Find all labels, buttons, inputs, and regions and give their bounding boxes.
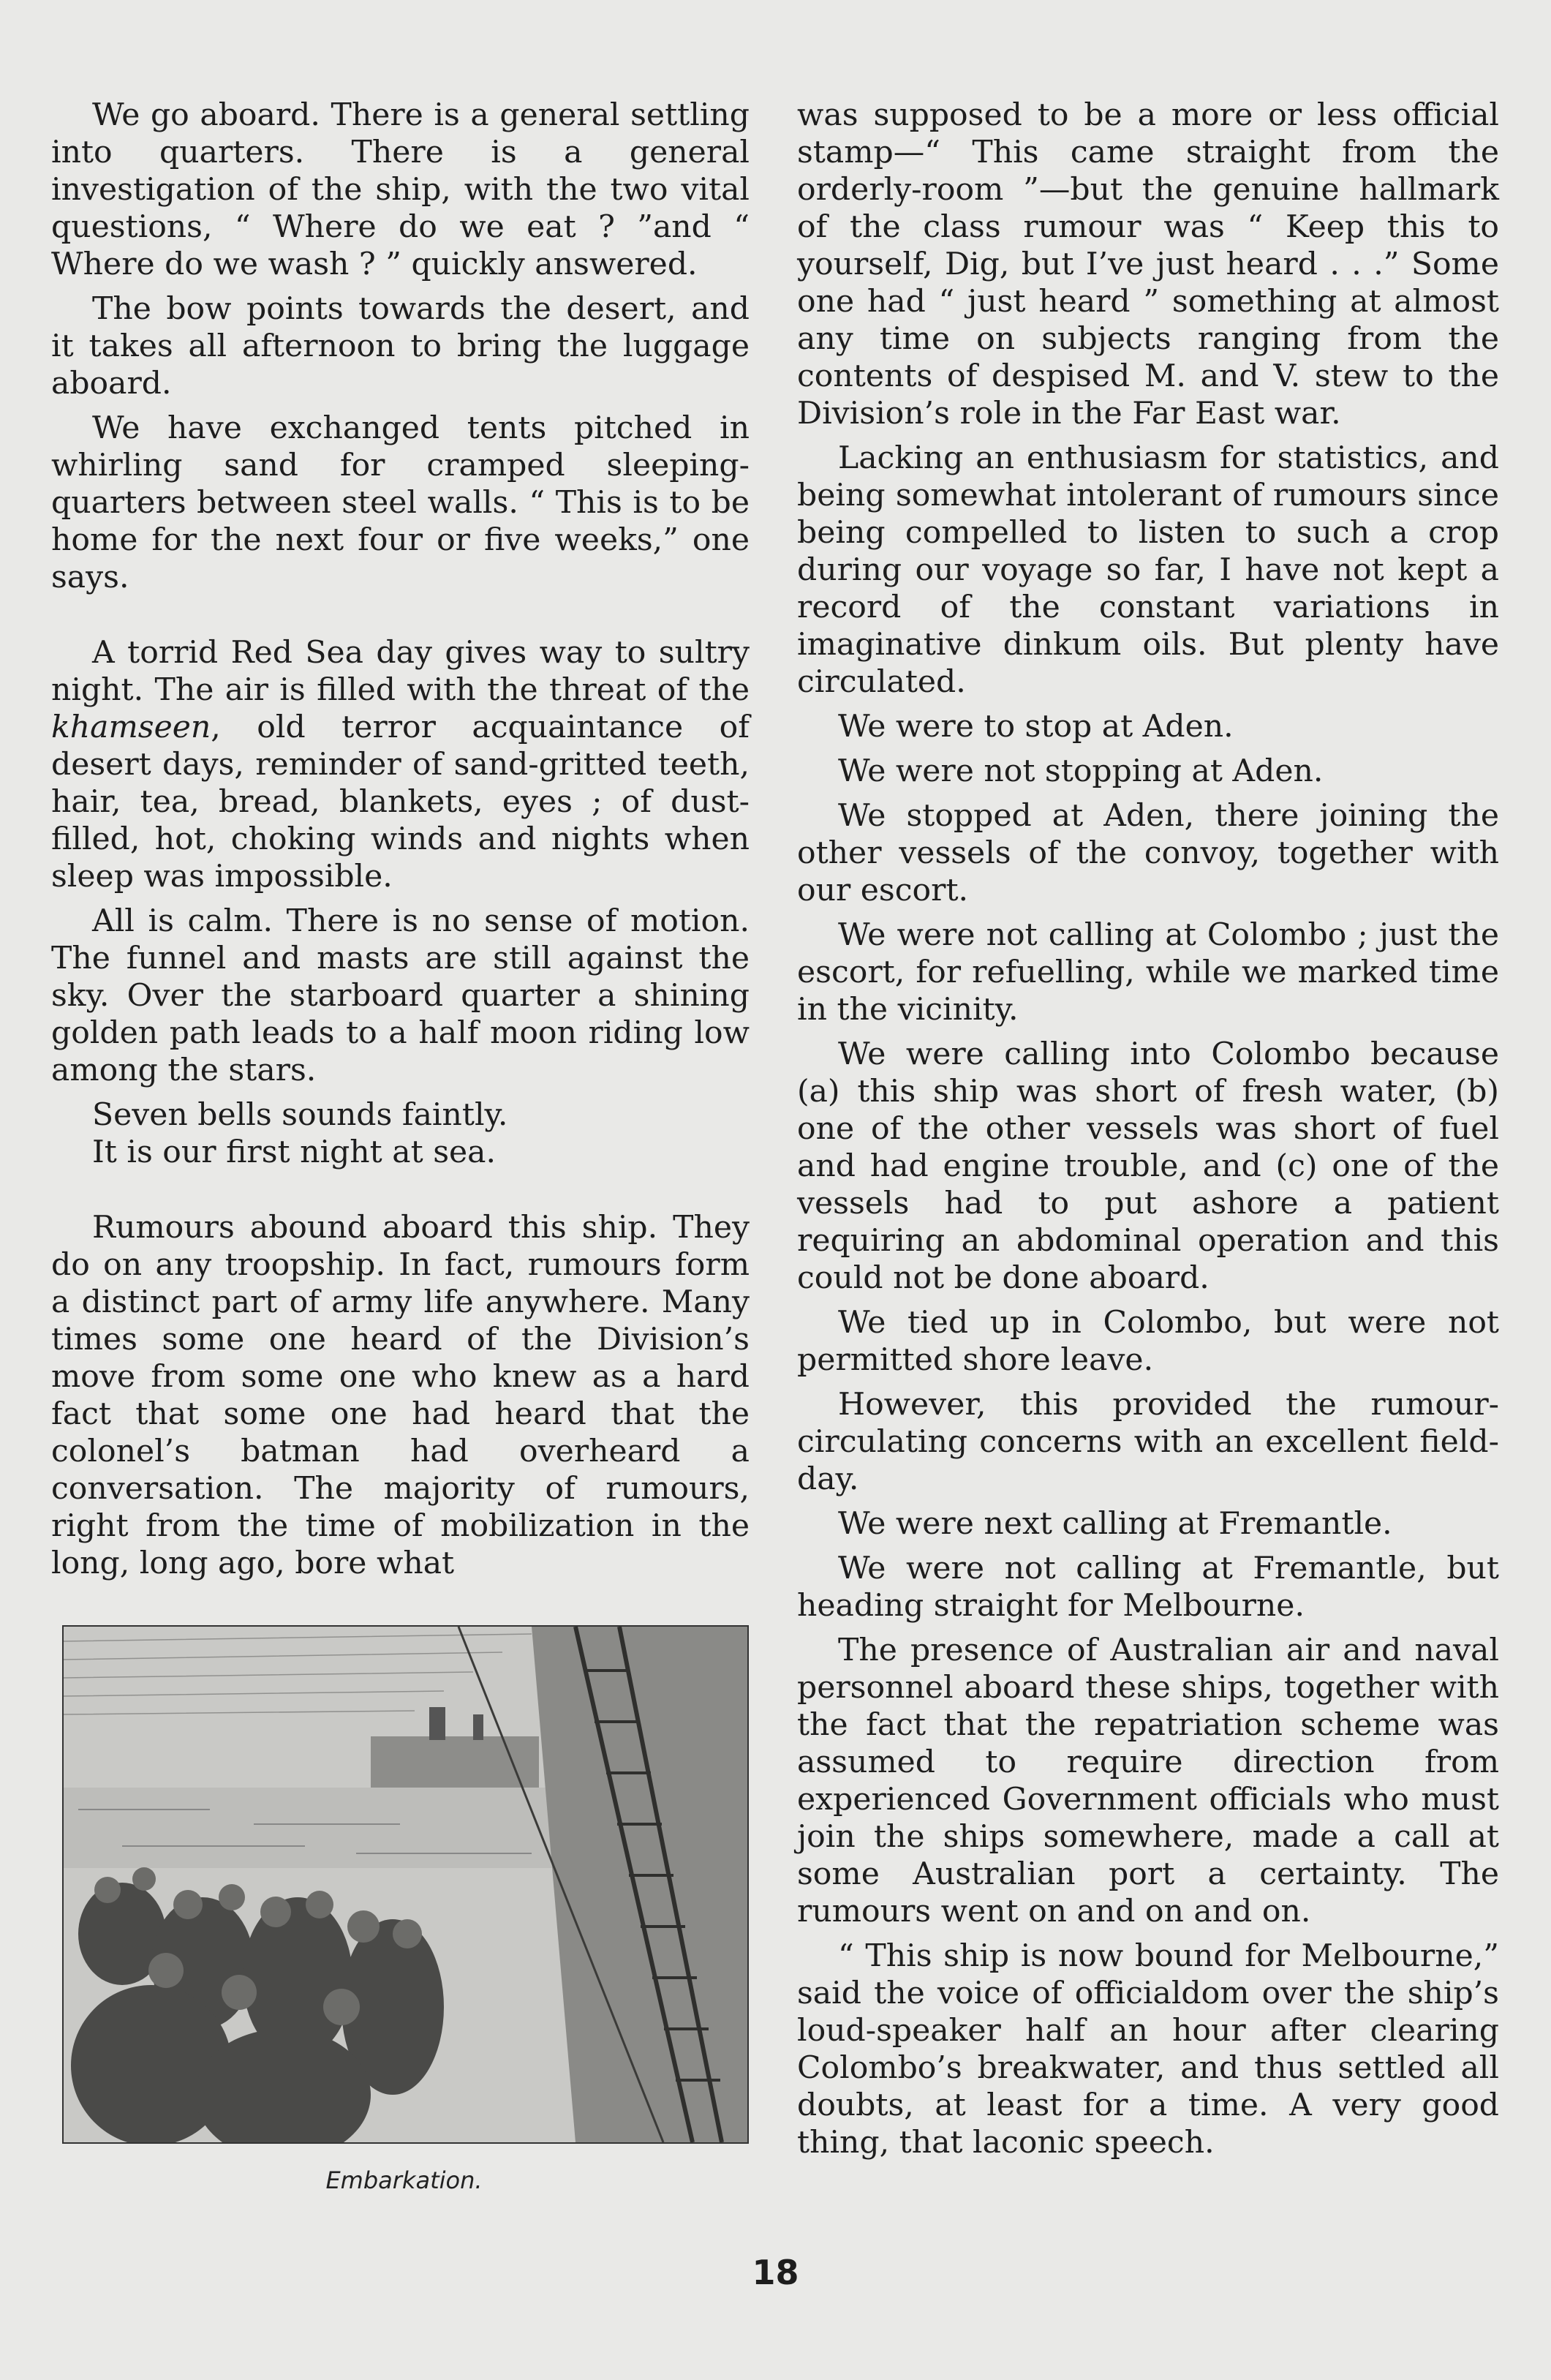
left-column bbox=[51, 97, 750, 1589]
paragraph: We were to stop at Aden. bbox=[838, 709, 1234, 745]
paragraph: We were not stopping at Aden. bbox=[838, 753, 1324, 789]
paragraph: We go aboard. There is a general settling into quarters. There is a general investigation of the ship, with the two vital questions, “ Where do we eat ? ”and “ Where do we wash ? ” quickly answered. bbox=[51, 97, 750, 282]
paragraph: The presence of Australian air and naval personnel aboard these ships, together with the fact that the repatriation scheme was assumed to require direction from experienced Government officials who must join the ships somewhere, made a call at some Australian port a certainty. The rumours went on and on and on. bbox=[797, 1633, 1499, 1929]
embarkation-drawing bbox=[64, 1627, 747, 2142]
paragraph-text: , old terror acquaintance of desert days, reminder of sand-gritted teeth, hair, tea, bread, blankets, eyes ; of dust-filled, hot, choking winds and nights when sleep was impossible. bbox=[51, 709, 750, 895]
paragraph: Rumours abound aboard this ship. They do on any troopship. In fact, rumours form a distinct part of army life anywhere. Many times some one heard of the Division’s move from some one who knew as a hard fact that some one had heard that the colonel’s batman had overheard a conversation. The majority of rumours, right from the time of mobilization in the long, long ago, bore what bbox=[51, 1210, 750, 1581]
paragraph-khamseen bbox=[51, 634, 750, 895]
paragraph: We were calling into Colombo because (a) this ship was short of fresh water, (b) one of the other vessels was short of fuel and had engine trouble, and (c) one of the vessels had to put ashore a patient requiring an abdominal operation and this could not be done aboard. bbox=[797, 1036, 1499, 1296]
paragraph: We were not calling at Colombo ; just the escort, for refuelling, while we marked time in the vicinity. bbox=[797, 917, 1499, 1028]
paragraph: was supposed to be a more or less official stamp—“ This came straight from the orderly-room ”—but the genuine hallmark of the class rumour was “ Keep this to yourself, Dig, but I’ve just heard . . .” Some one had “ just heard ” something at almost any time on subjects ranging from the contents of despised M. and V. stew to the Division’s role in the Far East war. bbox=[797, 97, 1499, 432]
paragraph: “ This ship is now bound for Melbourne,” said the voice of officialdom over the ship’s loud-speaker half an hour after clearing Colombo’s breakwater, and thus settled all doubts, at least for a time. A very good thing, that laconic speech. bbox=[797, 1938, 1499, 2161]
paragraph: We stopped at Aden, there joining the other vessels of the convoy, together with our escort. bbox=[797, 798, 1499, 908]
paragraph: We tied up in Colombo, but were not permitted shore leave. bbox=[797, 1305, 1499, 1378]
paragraph-text: A torrid Red Sea day gives way to sultry night. The air is filled with the threat of the bbox=[51, 635, 750, 708]
right-column bbox=[797, 97, 1499, 2169]
paragraph: It is our first night at sea. bbox=[92, 1134, 497, 1170]
paragraph: Seven bells sounds faintly. bbox=[92, 1097, 508, 1133]
paragraph: We have exchanged tents pitched in whirling sand for cramped sleeping-quarters between steel walls. “ This is to be home for the next four or five weeks,” one says. bbox=[51, 410, 750, 595]
paragraph: All is calm. There is no sense of motion. The funnel and masts are still against the sky. Over the starboard quarter a shining golden path leads to a half moon riding low among the stars. bbox=[51, 903, 750, 1088]
page-number: 18 bbox=[752, 2253, 799, 2292]
khamseen-word: khamseen bbox=[51, 709, 211, 745]
paragraph: We were not calling at Fremantle, but heading straight for Melbourne. bbox=[797, 1551, 1499, 1624]
paragraph: However, this provided the rumour-circulating concerns with an excellent field-day. bbox=[797, 1387, 1499, 1497]
embarkation-illustration bbox=[62, 1625, 749, 2144]
paragraph: We were next calling at Fremantle. bbox=[838, 1506, 1392, 1542]
paragraph: The bow points towards the desert, and it takes all afternoon to bring the luggage aboard. bbox=[51, 291, 750, 402]
paragraph: Lacking an enthusiasm for statistics, and being somewhat intolerant of rumours since being compelled to listen to such a crop during our voyage so far, I have not kept a record of the constant variations in imaginative dinkum oils. But plenty have circulated. bbox=[797, 440, 1499, 700]
figure-caption: Embarkation. bbox=[325, 2166, 483, 2194]
